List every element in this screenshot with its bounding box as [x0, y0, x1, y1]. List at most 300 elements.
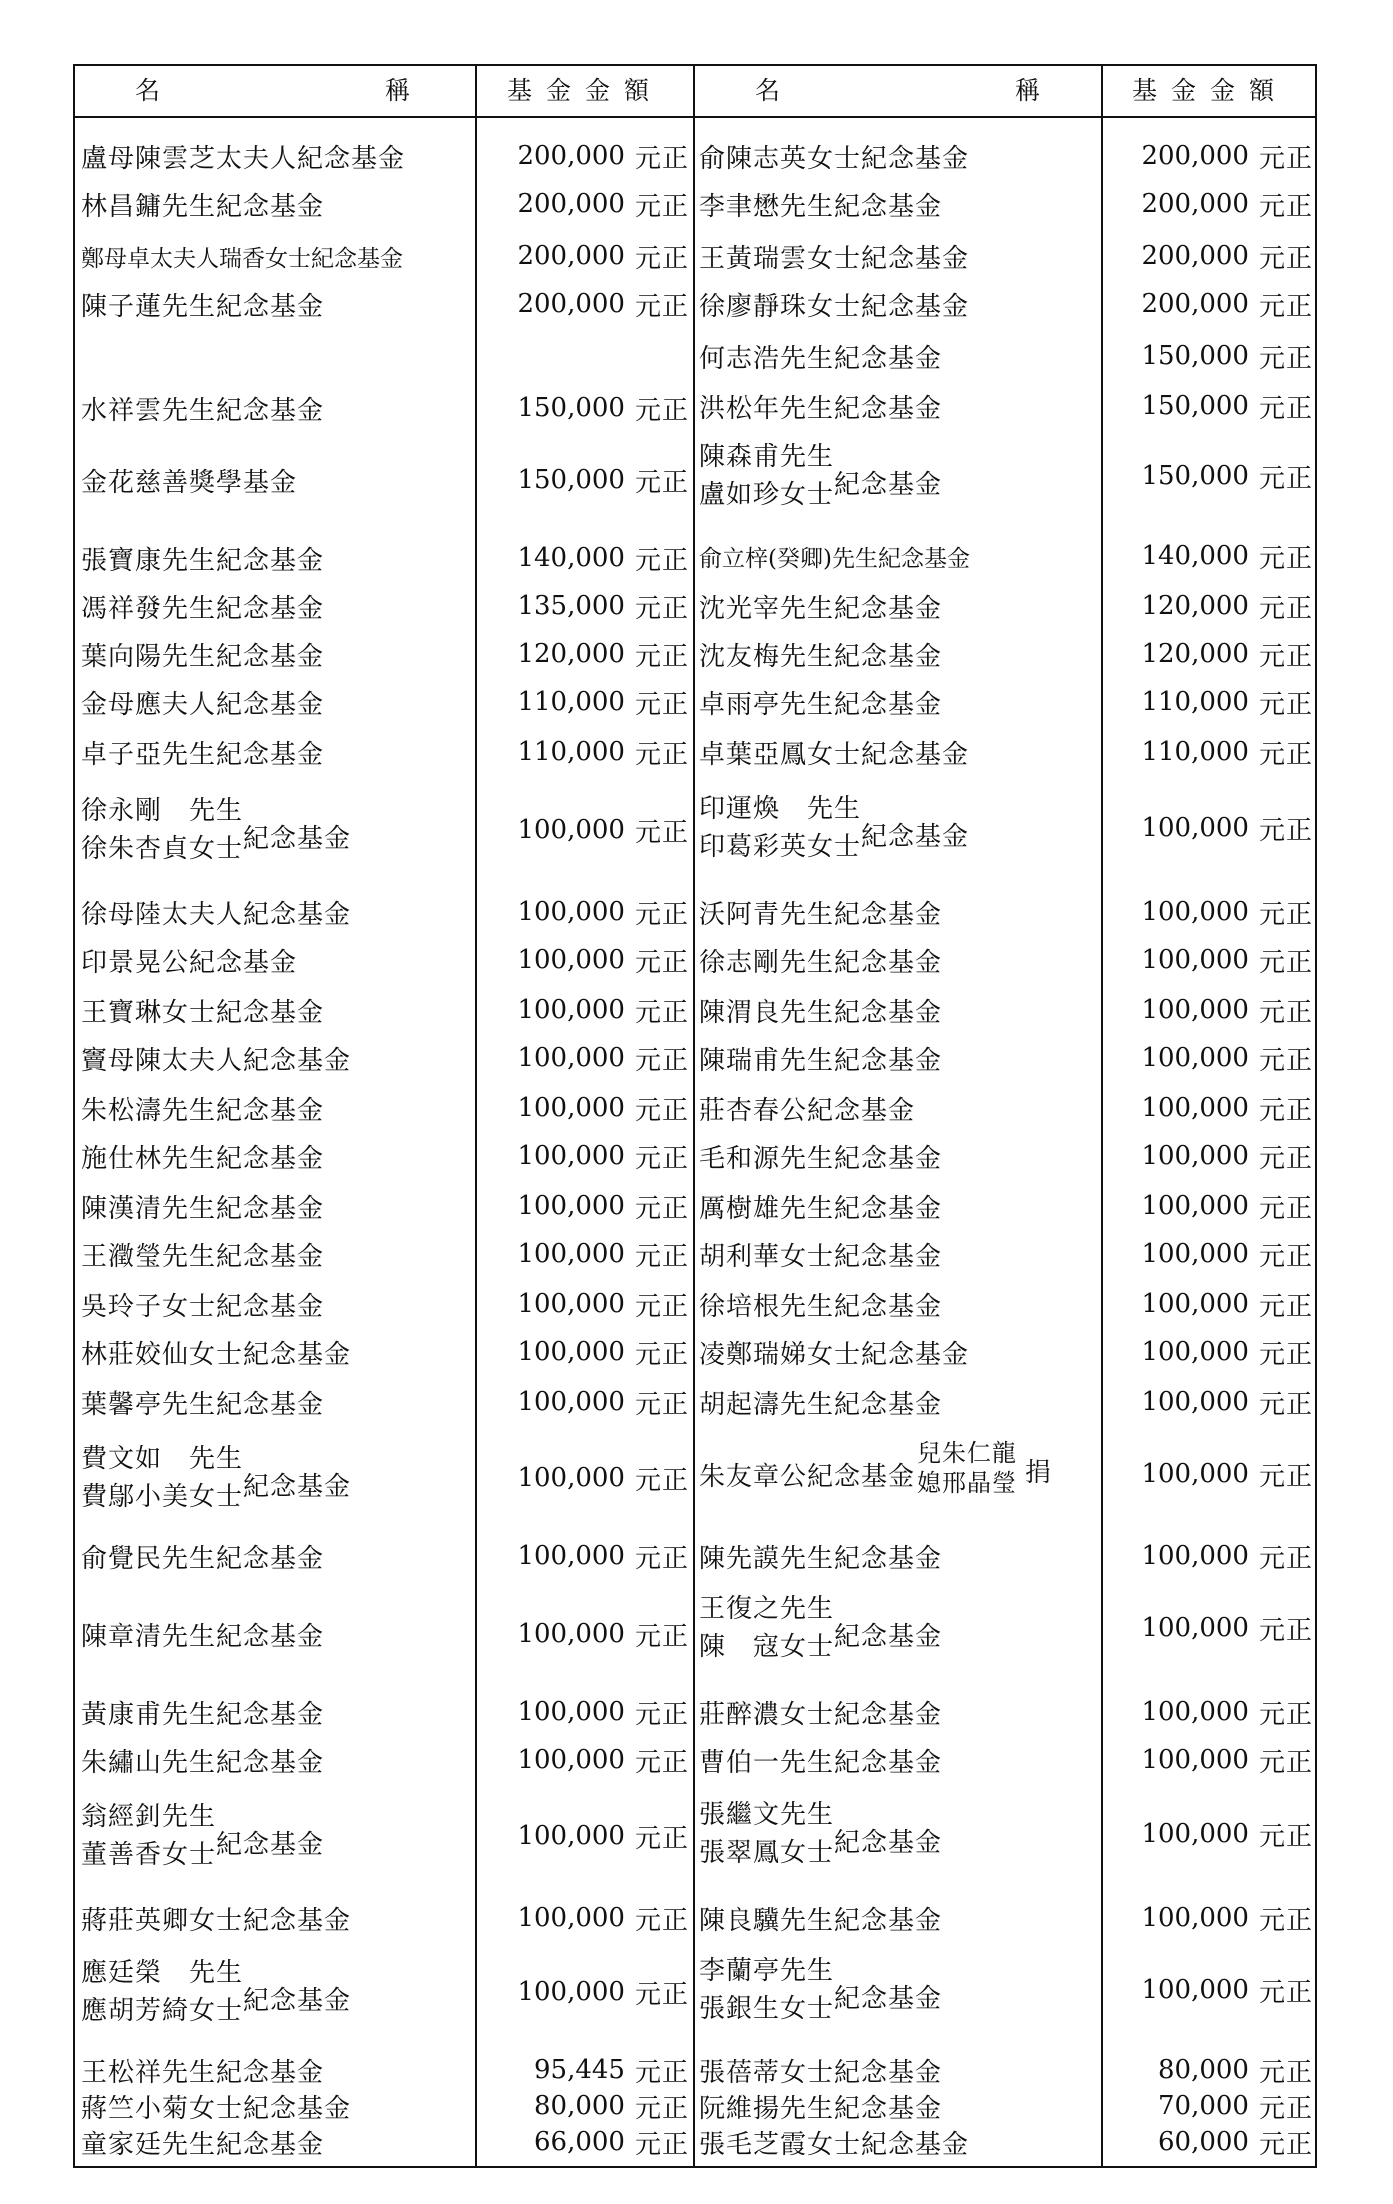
amount-value: 110,000: [517, 687, 625, 717]
amount-value: 150,000: [517, 465, 625, 495]
amount-value: 70,000: [1158, 2091, 1249, 2121]
header-name-char-2: 稱: [385, 76, 413, 105]
table-row-name: [81, 631, 473, 677]
table-row-amount: [477, 1281, 689, 1327]
honoree-name: 費鄔小美女士: [81, 1482, 244, 1512]
amount-value: 100,000: [517, 1043, 625, 1073]
fund-name: 黃康甫先生紀念基金: [81, 1699, 325, 1730]
amount-unit: 元正: [634, 467, 689, 498]
amount-unit: 元正: [1258, 543, 1313, 574]
table-row-amount: [477, 2119, 689, 2165]
table-row-amount: [1103, 889, 1313, 935]
amount-value: 100,000: [1141, 1337, 1249, 1367]
table-row-name: [699, 1085, 1099, 1131]
amount-value: 100,000: [1141, 1141, 1249, 1171]
table-row-name: [699, 2119, 1099, 2165]
header-name-char-2: 稱: [1015, 76, 1043, 105]
fund-name: 俞覺民先生紀念基金: [81, 1543, 325, 1574]
table-row-name: [81, 281, 473, 327]
table-row-name: [81, 889, 473, 935]
amount-unit: 元正: [634, 947, 689, 978]
table-row-amount: [477, 679, 689, 725]
table-row-name: [81, 583, 473, 629]
table-row-name: [699, 333, 1099, 379]
table-row-amount: [477, 1379, 689, 1425]
fund-name: 朱繡山先生紀念基金: [81, 1747, 325, 1778]
amount-unit: 元正: [1258, 1291, 1313, 1322]
table-row-amount: [1103, 583, 1313, 629]
amount-value: 135,000: [517, 591, 625, 621]
table-row-name: [81, 535, 473, 581]
honoree-name: 董善香女士: [81, 1840, 217, 1870]
table-row-name: [81, 457, 473, 503]
fund-name: 陳先謨先生紀念基金: [699, 1543, 943, 1574]
table-row-name: [81, 987, 473, 1033]
amount-value: 200,000: [1141, 189, 1249, 219]
amount-value: 110,000: [1141, 737, 1249, 767]
table-row-name: [699, 583, 1099, 629]
amount-unit: 元正: [1258, 1821, 1313, 1852]
fund-suffix: 紀念基金: [243, 1985, 352, 2016]
table-row-amount: [477, 1035, 689, 1081]
table-row-amount: [1103, 1967, 1313, 2013]
amount-value: 100,000: [1141, 1239, 1249, 1269]
amount-value: 110,000: [1141, 687, 1249, 717]
amount-unit: 元正: [634, 545, 689, 576]
amount-unit: 元正: [634, 1747, 689, 1778]
amount-unit: 元正: [634, 817, 689, 848]
table-row-amount: [477, 1737, 689, 1783]
giver-name: 兒朱仁龍: [917, 1439, 1018, 1467]
table-row-amount: [1103, 333, 1313, 379]
fund-suffix: 紀念基金: [243, 823, 352, 854]
amount-unit: 元正: [634, 1045, 689, 1076]
fund-name: 葉馨亭先生紀念基金: [81, 1389, 325, 1420]
amount-value: 150,000: [1141, 391, 1249, 421]
table-row-name-stacked: [699, 1948, 1099, 2032]
amount-value: 100,000: [517, 1289, 625, 1319]
fund-name: 王松祥先生紀念基金: [81, 2057, 325, 2088]
amount-unit: 元正: [634, 1389, 689, 1420]
amount-value: 100,000: [517, 1141, 625, 1171]
table-row-amount: [1103, 987, 1313, 1033]
fund-name: 洪松年先生紀念基金: [699, 393, 943, 424]
fund-name: 張毛芝霞女士紀念基金: [699, 2129, 970, 2160]
table-row-amount: [1103, 1895, 1313, 1941]
fund-name: 胡起濤先生紀念基金: [699, 1389, 943, 1420]
honoree-names: [81, 792, 243, 868]
amount-unit: 元正: [634, 243, 689, 274]
fund-name: 鄭母卓太夫人瑞香女士紀念基金: [81, 245, 403, 272]
amount-unit: 元正: [1258, 1699, 1313, 1730]
joint-honorees: [81, 1440, 351, 1516]
table-row-amount: [1103, 1451, 1313, 1497]
table-row-amount: [477, 181, 689, 227]
table-row-amount: [477, 233, 689, 279]
honoree-names: [699, 1590, 834, 1666]
joint-honorees: [699, 1796, 942, 1872]
fund-name: 曹伯一先生紀念基金: [699, 1747, 943, 1778]
amount-unit: 元正: [1258, 689, 1313, 720]
amount-unit: 元正: [634, 997, 689, 1028]
amount-value: 80,000: [534, 2091, 625, 2121]
amount-value: 100,000: [517, 1977, 625, 2007]
table-row-amount: [1103, 1133, 1313, 1179]
table-row-name-stacked: [699, 786, 1099, 870]
table-row-name: [699, 1689, 1099, 1735]
table-row-amount: [1103, 1231, 1313, 1277]
table-row-name: [699, 181, 1099, 227]
table-row-amount: [1103, 1605, 1313, 1651]
fund-name: 胡利華女士紀念基金: [699, 1241, 943, 1272]
fund-name: 王瀓瑩先生紀念基金: [81, 1241, 325, 1272]
joint-honorees: [81, 792, 351, 868]
table-row-name: [699, 1183, 1099, 1229]
table-row-amount: [477, 1969, 689, 2015]
table-row-amount: [1103, 1533, 1313, 1579]
fund-name: 陳良驥先生紀念基金: [699, 1905, 943, 1936]
amount-value: 150,000: [1141, 461, 1249, 491]
table-row-amount: [1103, 453, 1313, 499]
amount-unit: 元正: [634, 1543, 689, 1574]
amount-value: 140,000: [1141, 541, 1249, 571]
fund-name: 莊醉濃女士紀念基金: [699, 1699, 943, 1730]
table-row-amount: [477, 937, 689, 983]
table-row-amount: [1103, 1183, 1313, 1229]
amount-unit: 元正: [1258, 243, 1313, 274]
amount-unit: 元正: [1258, 815, 1313, 846]
amount-value: 150,000: [517, 393, 625, 423]
fund-name: 卓子亞先生紀念基金: [81, 739, 325, 770]
fund-name: 吳玲子女士紀念基金: [81, 1291, 325, 1322]
fund-name: 金花慈善獎學基金: [81, 467, 298, 498]
amount-unit: 元正: [634, 143, 689, 174]
table-row-amount: [477, 1133, 689, 1179]
table-row-name: [699, 1231, 1099, 1277]
amount-value: 100,000: [1141, 1819, 1249, 1849]
table-row-name: [81, 1231, 473, 1277]
amount-value: 110,000: [517, 737, 625, 767]
joint-honorees: [699, 1590, 942, 1666]
amount-unit: 元正: [1258, 1193, 1313, 1224]
amount-unit: 元正: [1258, 997, 1313, 1028]
amount-value: 100,000: [517, 1463, 625, 1493]
table-row-amount: [1103, 233, 1313, 279]
column-divider-center: [693, 66, 695, 2166]
amount-value: 200,000: [1141, 241, 1249, 271]
table-row-name-stacked: [699, 1792, 1099, 1876]
fund-suffix: 紀念基金: [216, 1829, 325, 1860]
amount-value: 100,000: [517, 1903, 625, 1933]
table-row-amount: [477, 1813, 689, 1859]
fund-name: 沈光宰先生紀念基金: [699, 593, 943, 624]
table-row-amount: [1103, 1329, 1313, 1375]
table-row-name: [699, 1329, 1099, 1375]
amount-unit: 元正: [634, 689, 689, 720]
fund-name: 張寶康先生紀念基金: [81, 545, 325, 576]
amount-unit: 元正: [634, 1095, 689, 1126]
amount-unit: 元正: [1258, 191, 1313, 222]
honoree-names: [81, 1440, 243, 1516]
amount-unit: 元正: [634, 1465, 689, 1496]
amount-value: 100,000: [517, 1239, 625, 1269]
fund-name: 厲樹雄先生紀念基金: [699, 1193, 943, 1224]
fund-name: 林昌鏞先生紀念基金: [81, 191, 325, 222]
table-row-amount: [1103, 1737, 1313, 1783]
amount-value: 100,000: [517, 1821, 625, 1851]
amount-unit: 元正: [1258, 899, 1313, 930]
table-row-name-stacked: [81, 1436, 473, 1520]
header-name-right: [695, 66, 1101, 116]
table-row-name: [699, 383, 1099, 429]
header-rule: [75, 116, 1315, 118]
table-row-amount: [477, 1085, 689, 1131]
table-row-name: [699, 729, 1099, 775]
fund-name: 沈友梅先生紀念基金: [699, 641, 943, 672]
amount-value: 100,000: [1141, 1697, 1249, 1727]
amount-unit: 元正: [634, 641, 689, 672]
table-row-name: [81, 2119, 473, 2165]
amount-value: 100,000: [1141, 897, 1249, 927]
table-row-name: [81, 1533, 473, 1579]
table-row-name: [81, 181, 473, 227]
amount-unit: 元正: [634, 899, 689, 930]
amount-value: 100,000: [1141, 1289, 1249, 1319]
amount-value: 100,000: [1141, 1903, 1249, 1933]
table-row-amount: [1103, 1689, 1313, 1735]
joint-honorees: [699, 790, 969, 866]
amount-value: 100,000: [517, 1093, 625, 1123]
fund-suffix: 紀念基金: [834, 469, 943, 500]
table-row-name: [699, 1379, 1099, 1425]
amount-unit: 元正: [634, 1291, 689, 1322]
fund-name: 毛和源先生紀念基金: [699, 1143, 943, 1174]
honoree-name: 應胡芳綺女士: [81, 1996, 244, 2026]
table-row-amount: [1103, 679, 1313, 725]
amount-value: 200,000: [1141, 289, 1249, 319]
amount-value: 100,000: [517, 1745, 625, 1775]
fund-name: 凌鄭瑞娣女士紀念基金: [699, 1339, 970, 1370]
amount-value: 100,000: [517, 815, 625, 845]
fund-table: [73, 64, 1317, 2168]
table-row-amount: [477, 583, 689, 629]
honoree-name: 李蘭亭先生: [699, 1956, 835, 1986]
table-row-name-stacked: [699, 434, 1099, 518]
table-row-name: [81, 1133, 473, 1179]
honoree-names: [81, 1954, 243, 2030]
fund-name: 蔣竺小菊女士紀念基金: [81, 2093, 352, 2124]
table-row-amount: [477, 1329, 689, 1375]
fund-name: 陳漢清先生紀念基金: [81, 1193, 325, 1224]
amount-value: 200,000: [517, 289, 625, 319]
table-row-amount: [1103, 1085, 1313, 1131]
table-row-amount: [1103, 133, 1313, 179]
table-row-name: [699, 1035, 1099, 1081]
fund-name: 阮維揚先生紀念基金: [699, 2093, 943, 2124]
amount-unit: 元正: [1258, 1977, 1313, 2008]
amount-value: 100,000: [1141, 945, 1249, 975]
fund-name: 徐廖靜珠女士紀念基金: [699, 291, 970, 322]
table-row-name: [81, 1895, 473, 1941]
amount-value: 100,000: [1141, 1975, 1249, 2005]
table-row-amount: [1103, 729, 1313, 775]
table-row-name-stacked: [81, 1950, 473, 2034]
table-row-name: [699, 1737, 1099, 1783]
table-row-name: [699, 233, 1099, 279]
table-row-amount: [477, 281, 689, 327]
amount-unit: 元正: [1258, 393, 1313, 424]
honoree-name: 王復之先生: [699, 1594, 835, 1624]
fund-name: 卓葉亞鳳女士紀念基金: [699, 739, 970, 770]
table-row-name: [699, 679, 1099, 725]
table-row-name: [81, 1737, 473, 1783]
honoree-name: 張銀生女士: [699, 1994, 835, 2024]
honoree-names: [699, 1796, 834, 1872]
table-row-name: [699, 533, 1099, 579]
table-row-amount: [477, 1895, 689, 1941]
table-row-name: [699, 631, 1099, 677]
amount-unit: 元正: [634, 1339, 689, 1370]
amount-unit: 元正: [634, 1241, 689, 1272]
fund-name: 印景晃公紀念基金: [81, 947, 298, 978]
amount-unit: 元正: [634, 739, 689, 770]
fund-suffix: 紀念基金: [243, 1471, 352, 1502]
honoree-name: 張繼文先生: [699, 1800, 835, 1830]
honoree-name: 盧如珍女士: [699, 480, 835, 510]
fund-name: 水祥雲先生紀念基金: [81, 395, 325, 426]
table-row-name: [81, 385, 473, 431]
amount-value: 100,000: [1141, 1093, 1249, 1123]
amount-value: 100,000: [1141, 1541, 1249, 1571]
header-amount-right: 基金金額: [1131, 76, 1288, 105]
amount-unit: 元正: [1258, 2093, 1313, 2124]
amount-value: 95,445: [534, 2055, 625, 2085]
table-row-amount: [477, 889, 689, 935]
honoree-name: 徐朱杏貞女士: [81, 834, 244, 864]
fund-name: 俞立梓(癸卿)先生紀念基金: [699, 545, 970, 572]
honoree-name: 陳 寇女士: [699, 1632, 835, 1662]
amount-value: 140,000: [517, 543, 625, 573]
fund-name: 陳瑞甫先生紀念基金: [699, 1045, 943, 1076]
amount-unit: 元正: [1258, 343, 1313, 374]
fund-name: 莊杏春公紀念基金: [699, 1095, 916, 1126]
fund-name: 俞陳志英女士紀念基金: [699, 143, 970, 174]
amount-unit: 元正: [1258, 593, 1313, 624]
header-name-char-1: 名: [135, 76, 163, 105]
honoree-name: 徐永剛 先生: [81, 796, 244, 826]
table-row-amount: [1103, 937, 1313, 983]
fund-name: 張蓓蒂女士紀念基金: [699, 2057, 943, 2088]
honoree-name: 陳森甫先生: [699, 442, 835, 472]
fund-name: 李聿懋先生紀念基金: [699, 191, 943, 222]
amount-unit: 元正: [1258, 1095, 1313, 1126]
amount-unit: 元正: [634, 1823, 689, 1854]
fund-name: 朱友章公紀念基金: [699, 1461, 916, 1492]
table-row-name: [81, 1329, 473, 1375]
amount-value: 100,000: [1141, 1613, 1249, 1643]
fund-name: 竇母陳太夫人紀念基金: [81, 1045, 352, 1076]
amount-unit: 元正: [1258, 291, 1313, 322]
table-row-name: [699, 1533, 1099, 1579]
fund-name: 何志浩先生紀念基金: [699, 343, 943, 374]
amount-value: 200,000: [1141, 141, 1249, 171]
amount-value: 100,000: [517, 995, 625, 1025]
honoree-names: [699, 438, 834, 514]
amount-unit: 元正: [1258, 1461, 1313, 1492]
table-row-amount: [477, 133, 689, 179]
amount-unit: 元正: [634, 2093, 689, 2124]
honoree-name: 印運煥 先生: [699, 794, 862, 824]
honoree-name: 印葛彩英女士: [699, 832, 862, 862]
amount-unit: 元正: [634, 593, 689, 624]
amount-unit: 元正: [634, 1143, 689, 1174]
fund-suffix: 紀念基金: [834, 1827, 943, 1858]
header-amount-left: 基金金額: [506, 76, 663, 105]
amount-unit: 元正: [1258, 1389, 1313, 1420]
joint-honorees: [81, 1954, 351, 2030]
amount-value: 66,000: [534, 2127, 625, 2157]
table-row-name: [81, 1183, 473, 1229]
amount-value: 200,000: [517, 241, 625, 271]
table-row-amount: [1103, 1811, 1313, 1857]
table-row-name: [81, 1281, 473, 1327]
amount-unit: 元正: [1258, 2057, 1313, 2088]
fund-name: 王寶琳女士紀念基金: [81, 997, 325, 1028]
fund-name: 馮祥發先生紀念基金: [81, 593, 325, 624]
fund-name: 卓雨亭先生紀念基金: [699, 689, 943, 720]
amount-unit: 元正: [1258, 463, 1313, 494]
table-row-name: [699, 1133, 1099, 1179]
table-row-amount: [477, 535, 689, 581]
table-row-name: [699, 1281, 1099, 1327]
honoree-names: [81, 1798, 216, 1874]
amount-unit: 元正: [1258, 1747, 1313, 1778]
fund-name: 林莊姣仙女士紀念基金: [81, 1339, 352, 1370]
honoree-name: 應廷榮 先生: [81, 1958, 244, 1988]
amount-value: 100,000: [517, 945, 625, 975]
fund-name: 徐培根先生紀念基金: [699, 1291, 943, 1322]
giver-names: [917, 1438, 1017, 1498]
amount-unit: 元正: [634, 2057, 689, 2088]
honoree-names: [699, 1952, 834, 2028]
table-row-name: [81, 233, 473, 279]
table-row-name: [81, 679, 473, 725]
amount-value: 100,000: [517, 1337, 625, 1367]
table-row-amount: [477, 457, 689, 503]
table-row-amount: [477, 1183, 689, 1229]
table-row-amount: [477, 631, 689, 677]
table-row-name: [81, 133, 473, 179]
table-row-name-stacked: [81, 788, 473, 872]
amount-unit: 元正: [634, 191, 689, 222]
amount-value: 100,000: [1141, 1745, 1249, 1775]
donate-label: 捐: [1025, 1457, 1053, 1488]
table-row-name-stacked: [81, 1794, 473, 1878]
table-row-amount: [477, 1689, 689, 1735]
table-row-amount: [1103, 281, 1313, 327]
amount-value: 120,000: [1141, 591, 1249, 621]
amount-unit: 元正: [634, 1979, 689, 2010]
table-row-amount: [477, 729, 689, 775]
table-row-amount: [477, 1611, 689, 1657]
fund-suffix: 紀念基金: [834, 1621, 943, 1652]
fund-name: 盧母陳雲芝太夫人紀念基金: [81, 143, 406, 174]
table-row-name: [81, 1085, 473, 1131]
header-name-char-1: 名: [755, 76, 783, 105]
amount-value: 100,000: [517, 1191, 625, 1221]
fund-name: 朱松濤先生紀念基金: [81, 1095, 325, 1126]
gift-fund: [699, 1439, 1053, 1504]
